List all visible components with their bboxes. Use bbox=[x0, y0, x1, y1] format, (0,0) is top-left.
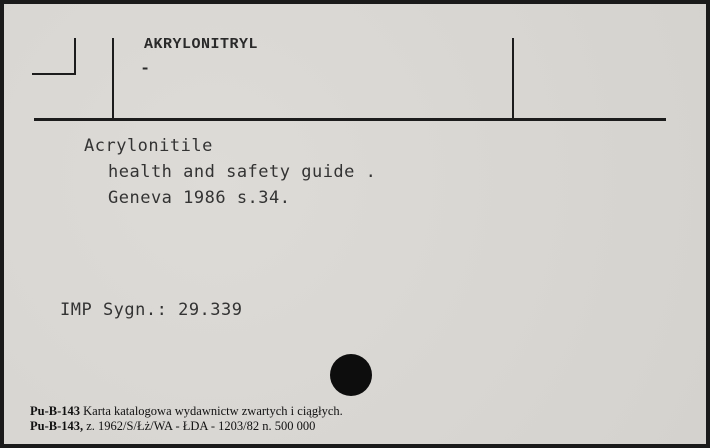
footer-line-1 bbox=[30, 404, 343, 419]
punch-hole bbox=[330, 354, 372, 396]
card-heading: AKRYLONITRYL bbox=[144, 36, 259, 53]
corner-bracket-vertical bbox=[74, 38, 76, 74]
subtitle-line-1: health and safety guide . bbox=[108, 162, 377, 182]
header-bottom-rule bbox=[34, 118, 666, 121]
heading-dash: - bbox=[140, 60, 151, 79]
call-number: IMP Sygn.: 29.339 bbox=[60, 300, 243, 320]
footer-text-1: Karta katalogowa wydawnictw zwartych i ciągłych. bbox=[83, 404, 343, 418]
footer-text-2: z. 1962/S/Łż/WA - ŁDA - 1203/82 n. 500 000 bbox=[86, 419, 316, 433]
header-right-rule bbox=[512, 38, 514, 120]
title-line: Acrylonitile bbox=[84, 136, 213, 156]
footer-line-2 bbox=[30, 419, 315, 434]
subtitle-line-2: Geneva 1986 s.34. bbox=[108, 188, 291, 208]
footer-code-1: Pu-B-143 bbox=[30, 404, 80, 418]
footer-code-2: Pu-B-143, bbox=[30, 419, 84, 433]
header-left-rule bbox=[112, 38, 114, 120]
catalog-card bbox=[4, 4, 706, 444]
corner-bracket-horizontal bbox=[32, 73, 76, 75]
